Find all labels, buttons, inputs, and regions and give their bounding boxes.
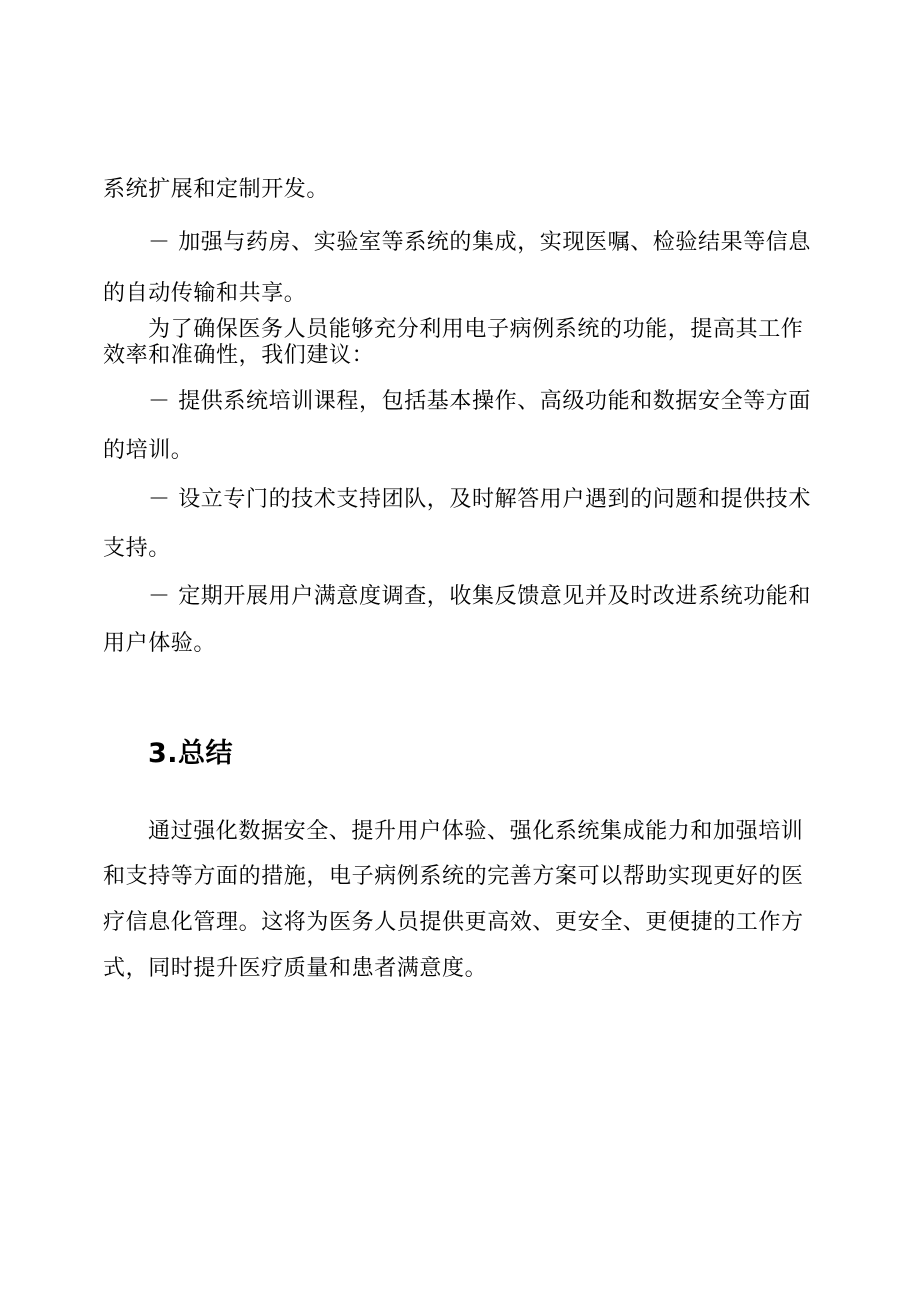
summary-line: 和支持等方面的措施，电子病例系统的完善方案可以帮助实现更好的医 <box>103 864 804 889</box>
paragraph-line: 的培训。 <box>103 438 194 463</box>
paragraph-line: 系统扩展和定制开发。 <box>103 177 330 202</box>
bullet-line: － 提供系统培训课程，包括基本操作、高级功能和数据安全等方面 <box>148 389 811 414</box>
bullet-line: － 定期开展用户满意度调查，收集反馈意见并及时改进系统功能和 <box>148 584 811 609</box>
paragraph-line: 为了确保医务人员能够充分利用电子病例系统的功能，提高其工作 <box>148 317 804 342</box>
summary-line: 通过强化数据安全、提升用户体验、强化系统集成能力和加强培训 <box>148 819 804 844</box>
paragraph-line: 的自动传输和共享。 <box>103 281 307 306</box>
paragraph-line: 效率和准确性，我们建议： <box>103 343 375 368</box>
paragraph-line: 用户体验。 <box>103 631 217 656</box>
section-heading: 3.总结 <box>148 738 234 769</box>
summary-line: 疗信息化管理。这将为医务人员提供更高效、更安全、更便捷的工作方 <box>103 910 804 935</box>
bullet-line: － 加强与药房、实验室等系统的集成，实现医嘱、检验结果等信息 <box>148 230 811 255</box>
summary-line: 式，同时提升医疗质量和患者满意度。 <box>103 956 488 981</box>
paragraph-line: 支持。 <box>103 536 171 561</box>
bullet-line: － 设立专门的技术支持团队，及时解答用户遇到的问题和提供技术 <box>148 487 811 512</box>
